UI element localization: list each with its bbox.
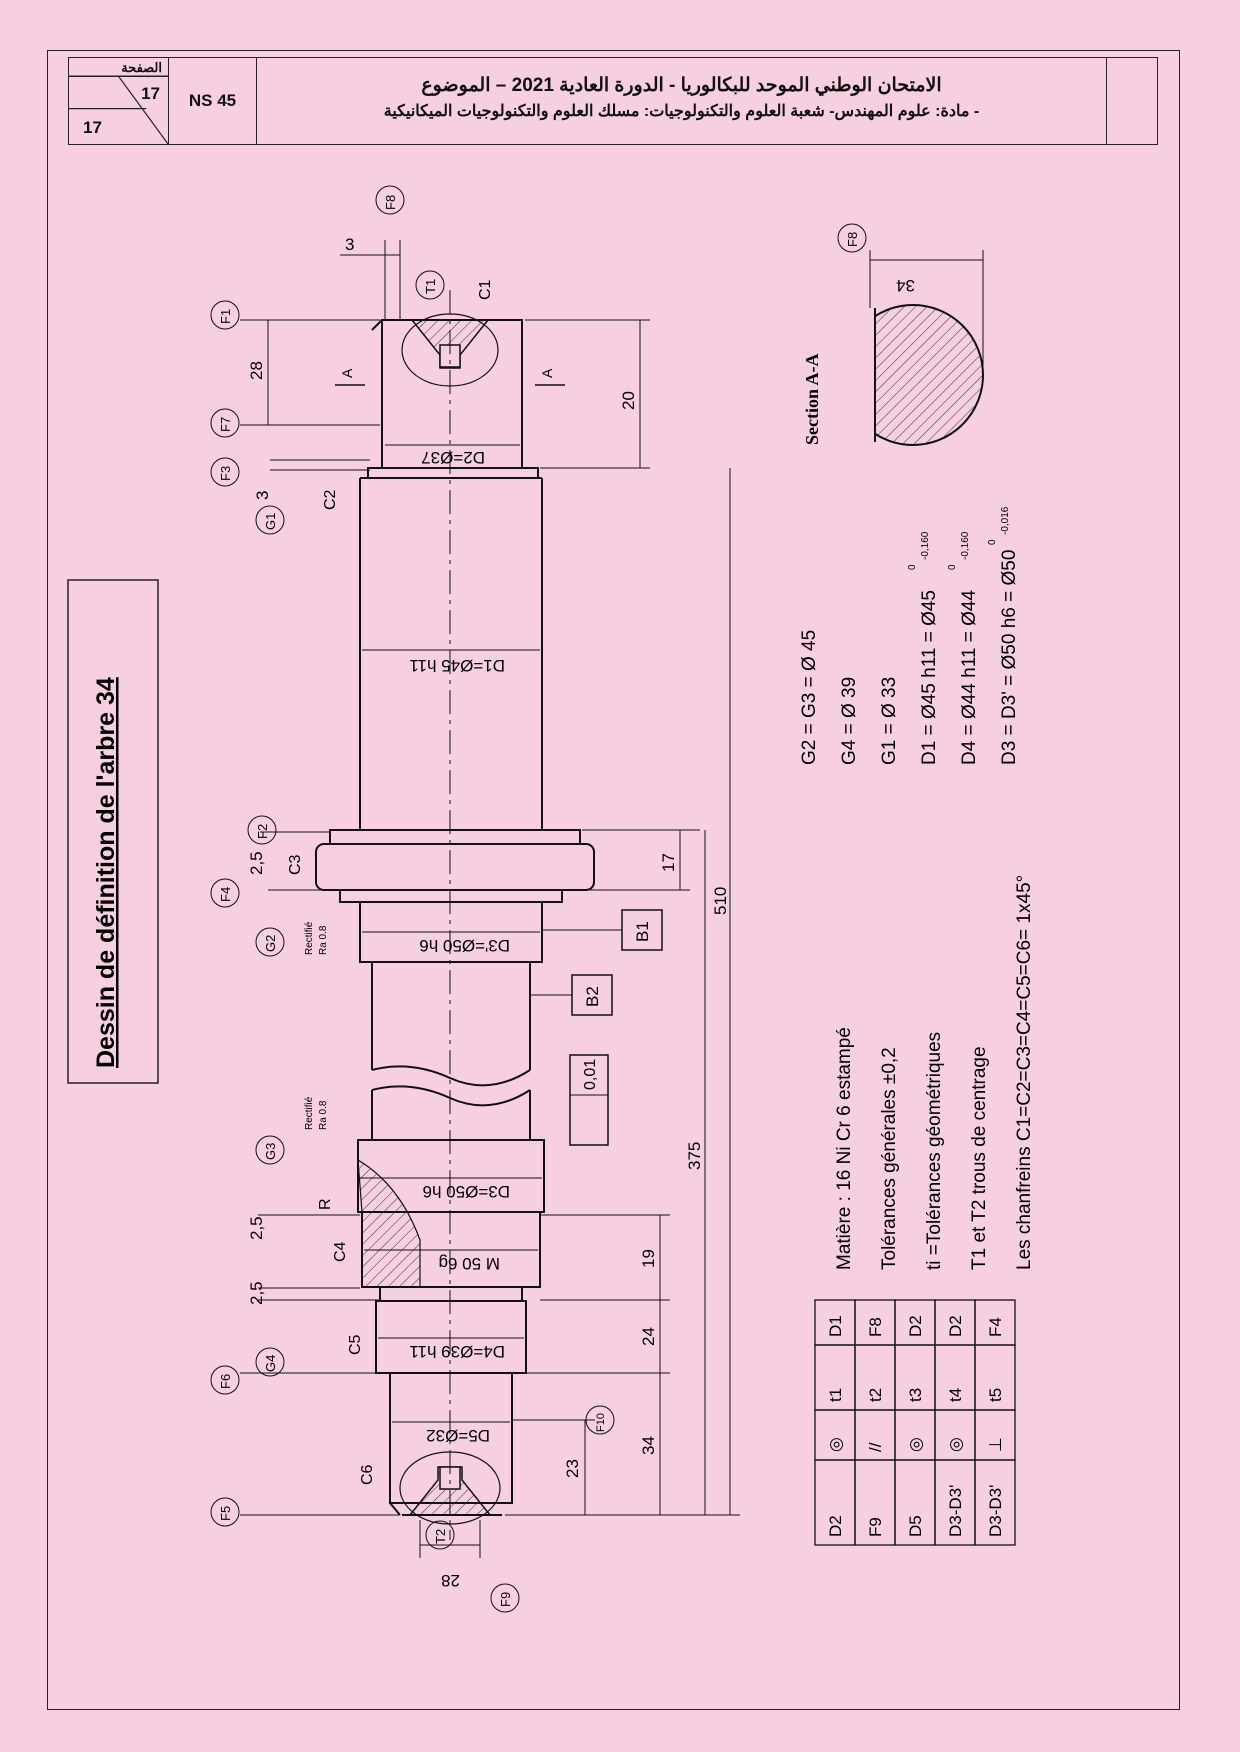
svg-text:-0,160: -0,160 bbox=[920, 531, 931, 560]
dia-d2: D2=Ø37 bbox=[421, 448, 485, 467]
ra-2: Ra 0.8 bbox=[318, 1100, 329, 1130]
tolerance-cell-text: ⊥ bbox=[986, 1437, 1005, 1452]
label-c2: C2 bbox=[322, 489, 339, 510]
svg-text:B2: B2 bbox=[583, 986, 602, 1007]
section-dim: 34 bbox=[896, 276, 915, 295]
cut-a-left: A bbox=[339, 368, 355, 378]
label-c5: C5 bbox=[347, 1334, 364, 1355]
notes bbox=[834, 875, 1035, 1270]
tolerance-cell-text: t1 bbox=[826, 1387, 845, 1402]
label-f1 bbox=[211, 301, 239, 329]
dim-24: 24 bbox=[639, 1327, 658, 1346]
svg-text:F7: F7 bbox=[218, 416, 233, 432]
title-line-1: الامتحان الوطني الموحد للبكالوريا - الدورة العادية 2021 – الموضوع bbox=[421, 75, 942, 96]
dim-375: 375 bbox=[685, 1141, 704, 1170]
label-f5 bbox=[211, 1498, 239, 1526]
spec-4: D1 = Ø45 h11 = Ø45 bbox=[919, 590, 940, 765]
page-label: الصفحة bbox=[121, 60, 162, 75]
drawing-title-box bbox=[68, 580, 158, 1083]
svg-text:-0,160: -0,160 bbox=[960, 531, 971, 560]
svg-text:F6: F6 bbox=[218, 1373, 233, 1389]
svg-text:T1: T1 bbox=[423, 278, 438, 294]
label-g1 bbox=[256, 506, 284, 534]
tolerance-cell-text: D2 bbox=[946, 1315, 965, 1337]
svg-text:F9: F9 bbox=[498, 1591, 513, 1607]
cut-a-right: A bbox=[539, 368, 555, 378]
spec-1: G2 = G3 = Ø 45 bbox=[799, 629, 820, 765]
section-a-a bbox=[802, 224, 983, 460]
tolerance-cell-text: D2 bbox=[906, 1315, 925, 1337]
svg-text:G3: G3 bbox=[263, 1142, 278, 1160]
svg-text:T2: T2 bbox=[433, 1528, 448, 1544]
note-3: ti =Tolérances géométriques bbox=[924, 1031, 945, 1270]
label-f4 bbox=[211, 879, 239, 907]
svg-text:G1: G1 bbox=[263, 512, 278, 530]
total-pages: 17 bbox=[83, 118, 102, 137]
dim-20: 20 bbox=[619, 391, 638, 410]
dia-d3p: D3'=Ø50 h6 bbox=[419, 936, 510, 955]
label-t1 bbox=[416, 271, 444, 299]
tolerance-cell-text: F9 bbox=[866, 1517, 885, 1537]
spec-2: G4 = Ø 39 bbox=[839, 676, 860, 765]
tolerance-cell-text: t2 bbox=[866, 1387, 885, 1402]
svg-text:F1: F1 bbox=[218, 308, 233, 324]
note-5: Les chanfreins C1=C2=C3=C4=C5=C6= 1x45° bbox=[1014, 874, 1035, 1270]
section-title: Section A-A bbox=[802, 353, 822, 445]
dim-2-5-groove-b: 2,5 bbox=[247, 1281, 266, 1305]
dim-17: 17 bbox=[659, 853, 678, 872]
exam-code: NS 45 bbox=[169, 58, 257, 144]
tolerance-cell-text: t4 bbox=[946, 1387, 965, 1402]
spec-3: G1 = Ø 33 bbox=[879, 676, 900, 765]
tolerance-cell-text: ◎ bbox=[826, 1437, 845, 1452]
label-f3 bbox=[211, 458, 239, 486]
page-number: 17 bbox=[141, 84, 160, 103]
label-c1: C1 bbox=[477, 279, 494, 300]
svg-text:G2: G2 bbox=[263, 934, 278, 952]
label-c6: C6 bbox=[359, 1464, 376, 1485]
dim-2-5-collar: 2,5 bbox=[247, 851, 266, 875]
label-g4 bbox=[256, 1348, 284, 1376]
svg-text:-0,016: -0,016 bbox=[1000, 506, 1011, 535]
svg-text:0: 0 bbox=[947, 564, 958, 570]
svg-text:F4: F4 bbox=[218, 886, 233, 902]
svg-text:F5: F5 bbox=[218, 1505, 233, 1521]
tolerance-cell-text: F4 bbox=[986, 1317, 1005, 1337]
tolerance-cell-text: D1 bbox=[826, 1315, 845, 1337]
tolerance-cell-text: ◎ bbox=[906, 1437, 925, 1452]
dim-23: 23 bbox=[563, 1459, 582, 1478]
dim-510: 510 bbox=[711, 886, 730, 915]
tolerance-cell-text: t5 bbox=[986, 1387, 1005, 1402]
spec-list bbox=[799, 550, 1020, 765]
tolerance-table bbox=[815, 1300, 1015, 1545]
title-line-2: - مادة: علوم المهندس- شعبة العلوم والتكنولوجيات: مسلك العلوم والتكنولوجيات الميكانيكية bbox=[383, 103, 980, 120]
svg-text:F10: F10 bbox=[595, 1413, 607, 1432]
spec-6: D3 = D3' = Ø50 h6 = Ø50 bbox=[999, 549, 1020, 765]
label-c3: C3 bbox=[287, 854, 304, 875]
label-g2 bbox=[256, 928, 284, 956]
section-f8: F8 bbox=[845, 231, 860, 247]
tolerance-cell-text: D2 bbox=[826, 1515, 845, 1537]
svg-text:F3: F3 bbox=[218, 465, 233, 481]
label-f2 bbox=[248, 816, 276, 844]
label-r: R bbox=[317, 1198, 334, 1210]
dim-3-shoulder: 3 bbox=[253, 490, 272, 500]
label-c4: C4 bbox=[332, 1241, 349, 1262]
ra-1: Ra 0.8 bbox=[318, 925, 329, 955]
note-4: T1 et T2 trous de centrage bbox=[969, 1046, 990, 1270]
dim-19: 19 bbox=[639, 1249, 658, 1268]
label-f7 bbox=[211, 409, 239, 437]
partial-section-hatch bbox=[358, 1160, 420, 1287]
tolerance-cell-text: F8 bbox=[866, 1317, 885, 1337]
tolerance-cell-text: t3 bbox=[906, 1387, 925, 1402]
svg-text:F2: F2 bbox=[255, 823, 270, 839]
dim-3-top: 3 bbox=[345, 235, 355, 254]
spec-5: D4 = Ø44 h11 = Ø44 bbox=[959, 590, 980, 765]
dia-d5: D5=Ø32 bbox=[426, 1426, 490, 1445]
tolerance-cell-text: // bbox=[866, 1442, 885, 1452]
dim-34: 34 bbox=[639, 1436, 658, 1455]
svg-text:0: 0 bbox=[987, 539, 998, 545]
dim-2-5-groove-a: 2,5 bbox=[247, 1216, 266, 1240]
dim-28-bottom: 28 bbox=[441, 1571, 460, 1590]
dia-d3: D3=Ø50 h6 bbox=[422, 1182, 510, 1201]
svg-text:F8: F8 bbox=[383, 194, 398, 210]
label-f8 bbox=[376, 186, 404, 214]
thread-spec: M 50 6g bbox=[438, 1254, 500, 1273]
tolerance-cell-text: ◎ bbox=[946, 1437, 965, 1452]
svg-text:B1: B1 bbox=[633, 921, 652, 942]
dia-d4: D4=Ø39 h11 bbox=[409, 1342, 505, 1361]
tolerance-cell-text: D3-D3' bbox=[946, 1484, 965, 1537]
drawing-title: Dessin de définition de l'arbre 34 bbox=[92, 677, 120, 1068]
rectifie-2: Rectifié bbox=[304, 1096, 315, 1130]
svg-text:0: 0 bbox=[907, 564, 918, 570]
tolerance-cell-text: D5 bbox=[906, 1515, 925, 1537]
note-2: Tolérances générales ±0,2 bbox=[879, 1047, 900, 1270]
svg-text:0,01: 0,01 bbox=[582, 1058, 599, 1090]
note-1: Matière : 16 Ni Cr 6 estampé bbox=[834, 1027, 855, 1270]
label-f6 bbox=[211, 1366, 239, 1394]
spec-tolerances bbox=[907, 506, 1011, 570]
rectifie-1: Rectifié bbox=[304, 921, 315, 955]
dim-28-top: 28 bbox=[247, 361, 266, 380]
tolerance-cell-text: D3-D3' bbox=[986, 1484, 1005, 1537]
label-f9 bbox=[491, 1584, 519, 1612]
dia-d1: D1=Ø45 h11 bbox=[409, 656, 505, 675]
label-g3 bbox=[256, 1136, 284, 1164]
svg-text:G4: G4 bbox=[263, 1354, 278, 1372]
